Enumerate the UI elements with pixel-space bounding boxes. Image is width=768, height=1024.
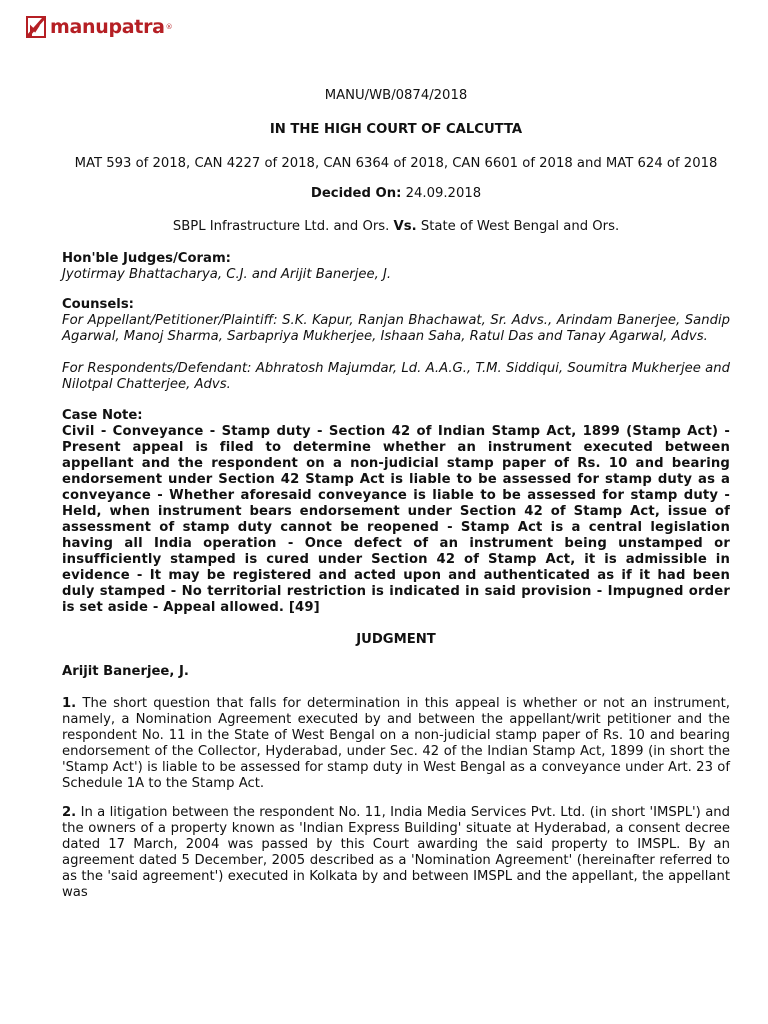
decided-date: 24.09.2018 <box>405 186 482 201</box>
manupatra-logo-icon <box>26 16 46 38</box>
party-respondent: State of West Bengal and Ors. <box>420 219 620 234</box>
citation: MANU/WB/0874/2018 <box>324 88 468 103</box>
case-note-text: Civil - Conveyance - Stamp duty - Section 42 of Indian Stamp Act, 1899 (Stamp Act) - Present appeal is filed to determine whether an instrument executed between appellant and the respondent on a non-judicial stamp paper of Rs. 10 and bearing endorsement under Section 42 Stamp Act is liable to be assessed for stamp duty as a conveyance - Whether aforesaid conveyance is liable to be assessed for stamp duty - Held, when instrument bears endorsement under Section 42 of Stamp Act, issue of assessment of stamp duty cannot be reopened - Stamp Act is a central legislation having all India operation - Once defect of an instrument being unstamped or insufficiently stamped is cured under Section 42 of Stamp Act, it is admissible in evidence - It may be registered and acted upon and authenticated as if it had been duly stamped - No territorial restriction is indicated in said provision - Impugned order is set aside - Appeal allowed. [49] <box>62 424 730 615</box>
paragraph-text: The short question that falls for determination in this appeal is whether or not an instrument, namely, a Nomination Agreement executed by and between the appellant/writ petitioner and the respondent No. 11 in the State of West Bengal on a non-judicial stamp paper of Rs. 10 and bearing endorsement of the Collector, Hyderabad, under Sec. 42 of the Indian Stamp Act, 1899 (in short the 'Stamp Act') is liable to be assessed for stamp duty in West Bengal as a conveyance under Art. 23 of Schedule 1A to the Stamp Act. <box>62 696 730 791</box>
manupatra-logo <box>26 16 173 38</box>
paragraph-text: In a litigation between the respondent No. 11, India Media Services Pvt. Ltd. (in short 'IMSPL') and the owners of a property known as 'Indian Express Building' situate at Hyderabad, a consent decree dated 17 March, 2004 was passed by this Court awarding the said property to IMSPL. By an agreement dated 5 December, 2005 described as a 'Nomination Agreement' (hereinafter referred to as the 'said agreement') executed in Kolkata by and between IMSPL and the appellant, the appellant was <box>62 805 730 900</box>
logo-registered-mark: ® <box>165 23 173 31</box>
court-name: IN THE HIGH COURT OF CALCUTTA <box>269 122 523 137</box>
decided-on <box>62 186 730 202</box>
paragraph-number: 2. <box>62 805 77 820</box>
counsels-heading: Counsels: <box>62 297 134 312</box>
versus: Vs. <box>393 219 417 234</box>
judges-section <box>62 251 730 283</box>
paragraph-1 <box>62 696 730 792</box>
counsel-appellant: For Appellant/Petitioner/Plaintiff: S.K. Kapur, Ranjan Bhachawat, Sr. Advs., Arindam Banerjee, Sandip Agarwal, Manoj Sharma, Sarbapriya Mukherjee, Ishaan Saha, Ratul Das and Tanay Agarwal, Advs. <box>62 313 730 344</box>
case-numbers: MAT 593 of 2018, CAN 4227 of 2018, CAN 6364 of 2018, CAN 6601 of 2018 and MAT 624 of 2018 <box>74 156 718 171</box>
parties <box>62 219 730 235</box>
party-appellant: SBPL Infrastructure Ltd. and Ors. <box>172 219 390 234</box>
judgment-heading: JUDGMENT <box>356 632 436 647</box>
judgment-author: Arijit Banerjee, J. <box>62 664 189 679</box>
judgment-document <box>62 88 730 914</box>
logo-text: manupatra <box>50 16 165 38</box>
decided-label: Decided On: <box>310 186 402 201</box>
paragraph-number: 1. <box>62 696 77 711</box>
case-note-heading: Case Note: <box>62 408 143 423</box>
counsel-respondent: For Respondents/Defendant: Abhratosh Majumdar, Ld. A.A.G., T.M. Siddiqui, Soumitra Mukherjee and Nilotpal Chatterjee, Advs. <box>62 361 730 392</box>
paragraph-2 <box>62 805 730 901</box>
judges-names: Jyotirmay Bhattacharya, C.J. and Arijit Banerjee, J. <box>62 267 392 282</box>
judges-heading: Hon'ble Judges/Coram: <box>62 251 231 266</box>
